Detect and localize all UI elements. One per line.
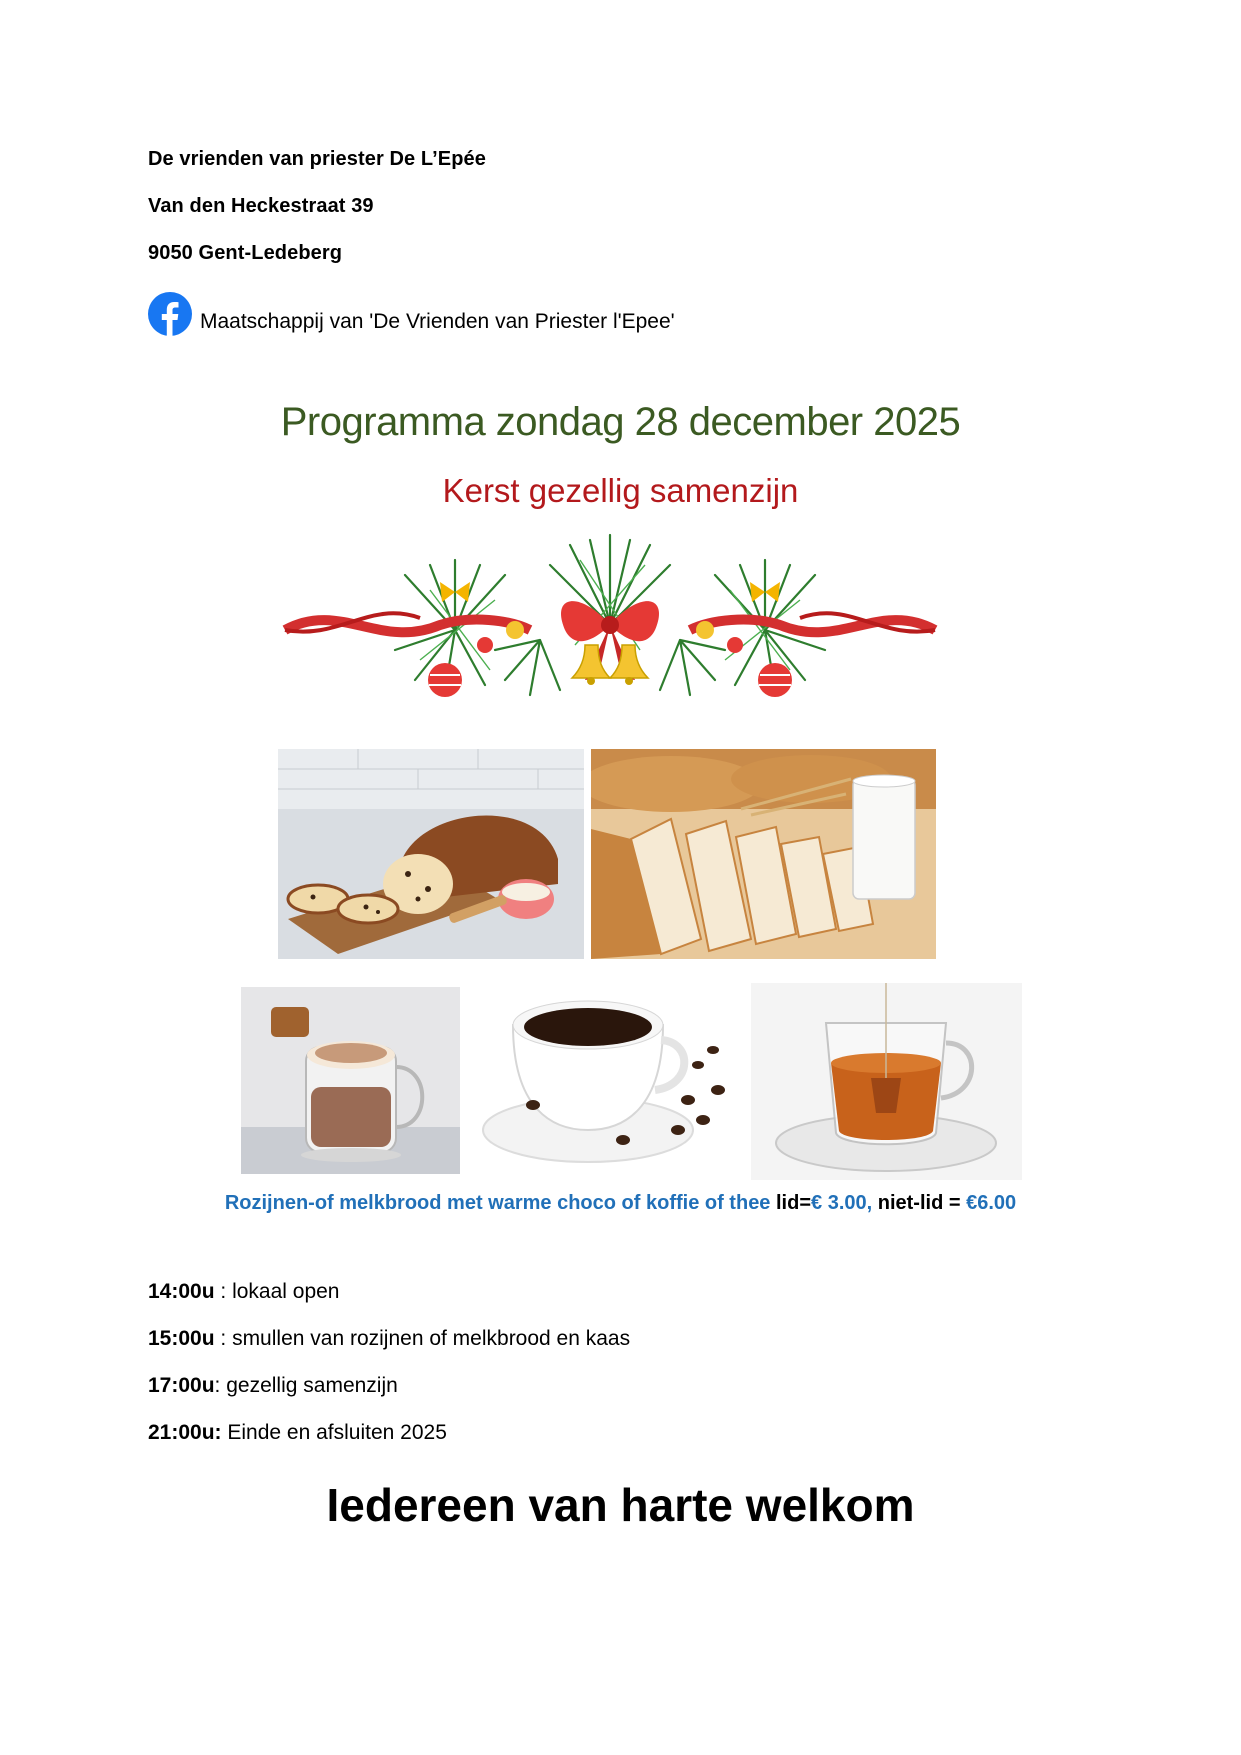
city-address: 9050 Gent-Ledeberg <box>148 242 343 264</box>
facebook-link[interactable] <box>148 290 675 336</box>
tea-cup-image <box>751 983 1022 1180</box>
schedule-item <box>148 1421 447 1445</box>
coffee-cup-image <box>473 980 737 1174</box>
member-price: € 3.00, <box>811 1192 873 1214</box>
schedule-text: gezellig samenzijn <box>226 1374 398 1397</box>
schedule-time: 17:00u <box>148 1374 215 1397</box>
price-info <box>0 1192 1241 1215</box>
welcome-message: Iedereen van harte welkom <box>326 1479 915 1531</box>
member-label: lid= <box>776 1192 812 1214</box>
schedule-text: smullen van rozijnen of melkbrood en kaas <box>232 1327 631 1350</box>
schedule-time: 21:00u: <box>148 1421 222 1444</box>
schedule-item: 15:00u : smullen van rozijnen of melkbrood en kaas <box>148 1327 631 1350</box>
facebook-page-name: Maatschappij van 'De Vrienden van Priester l'Epee' <box>200 310 675 333</box>
schedule-item: 14:00u : lokaal open <box>148 1280 340 1303</box>
nonmember-label: niet-lid = <box>877 1192 961 1214</box>
org-name: De vrienden van priester De L’Epée <box>148 148 486 170</box>
schedule-text: Einde en afsluiten 2025 <box>227 1421 447 1444</box>
street-address: Van den Heckestraat 39 <box>148 195 374 217</box>
schedule-time: 15:00u <box>148 1327 215 1350</box>
nonmember-price: €6.00 <box>966 1192 1017 1214</box>
hot-chocolate-image <box>241 987 460 1174</box>
offer-text: Rozijnen-of melkbrood met warme choco of koffie of thee <box>224 1192 771 1214</box>
raisin-bread-image <box>278 749 584 959</box>
page-title: Programma zondag 28 december 2025 <box>280 400 961 444</box>
schedule-item: 17:00u: gezellig samenzijn <box>148 1374 398 1397</box>
schedule-text: lokaal open <box>232 1280 340 1303</box>
christmas-garland-image <box>280 530 940 725</box>
facebook-icon <box>148 292 192 336</box>
page-subtitle: Kerst gezellig samenzijn <box>442 472 799 509</box>
schedule-time: 14:00u <box>148 1280 215 1303</box>
milk-bread-image <box>591 749 936 959</box>
